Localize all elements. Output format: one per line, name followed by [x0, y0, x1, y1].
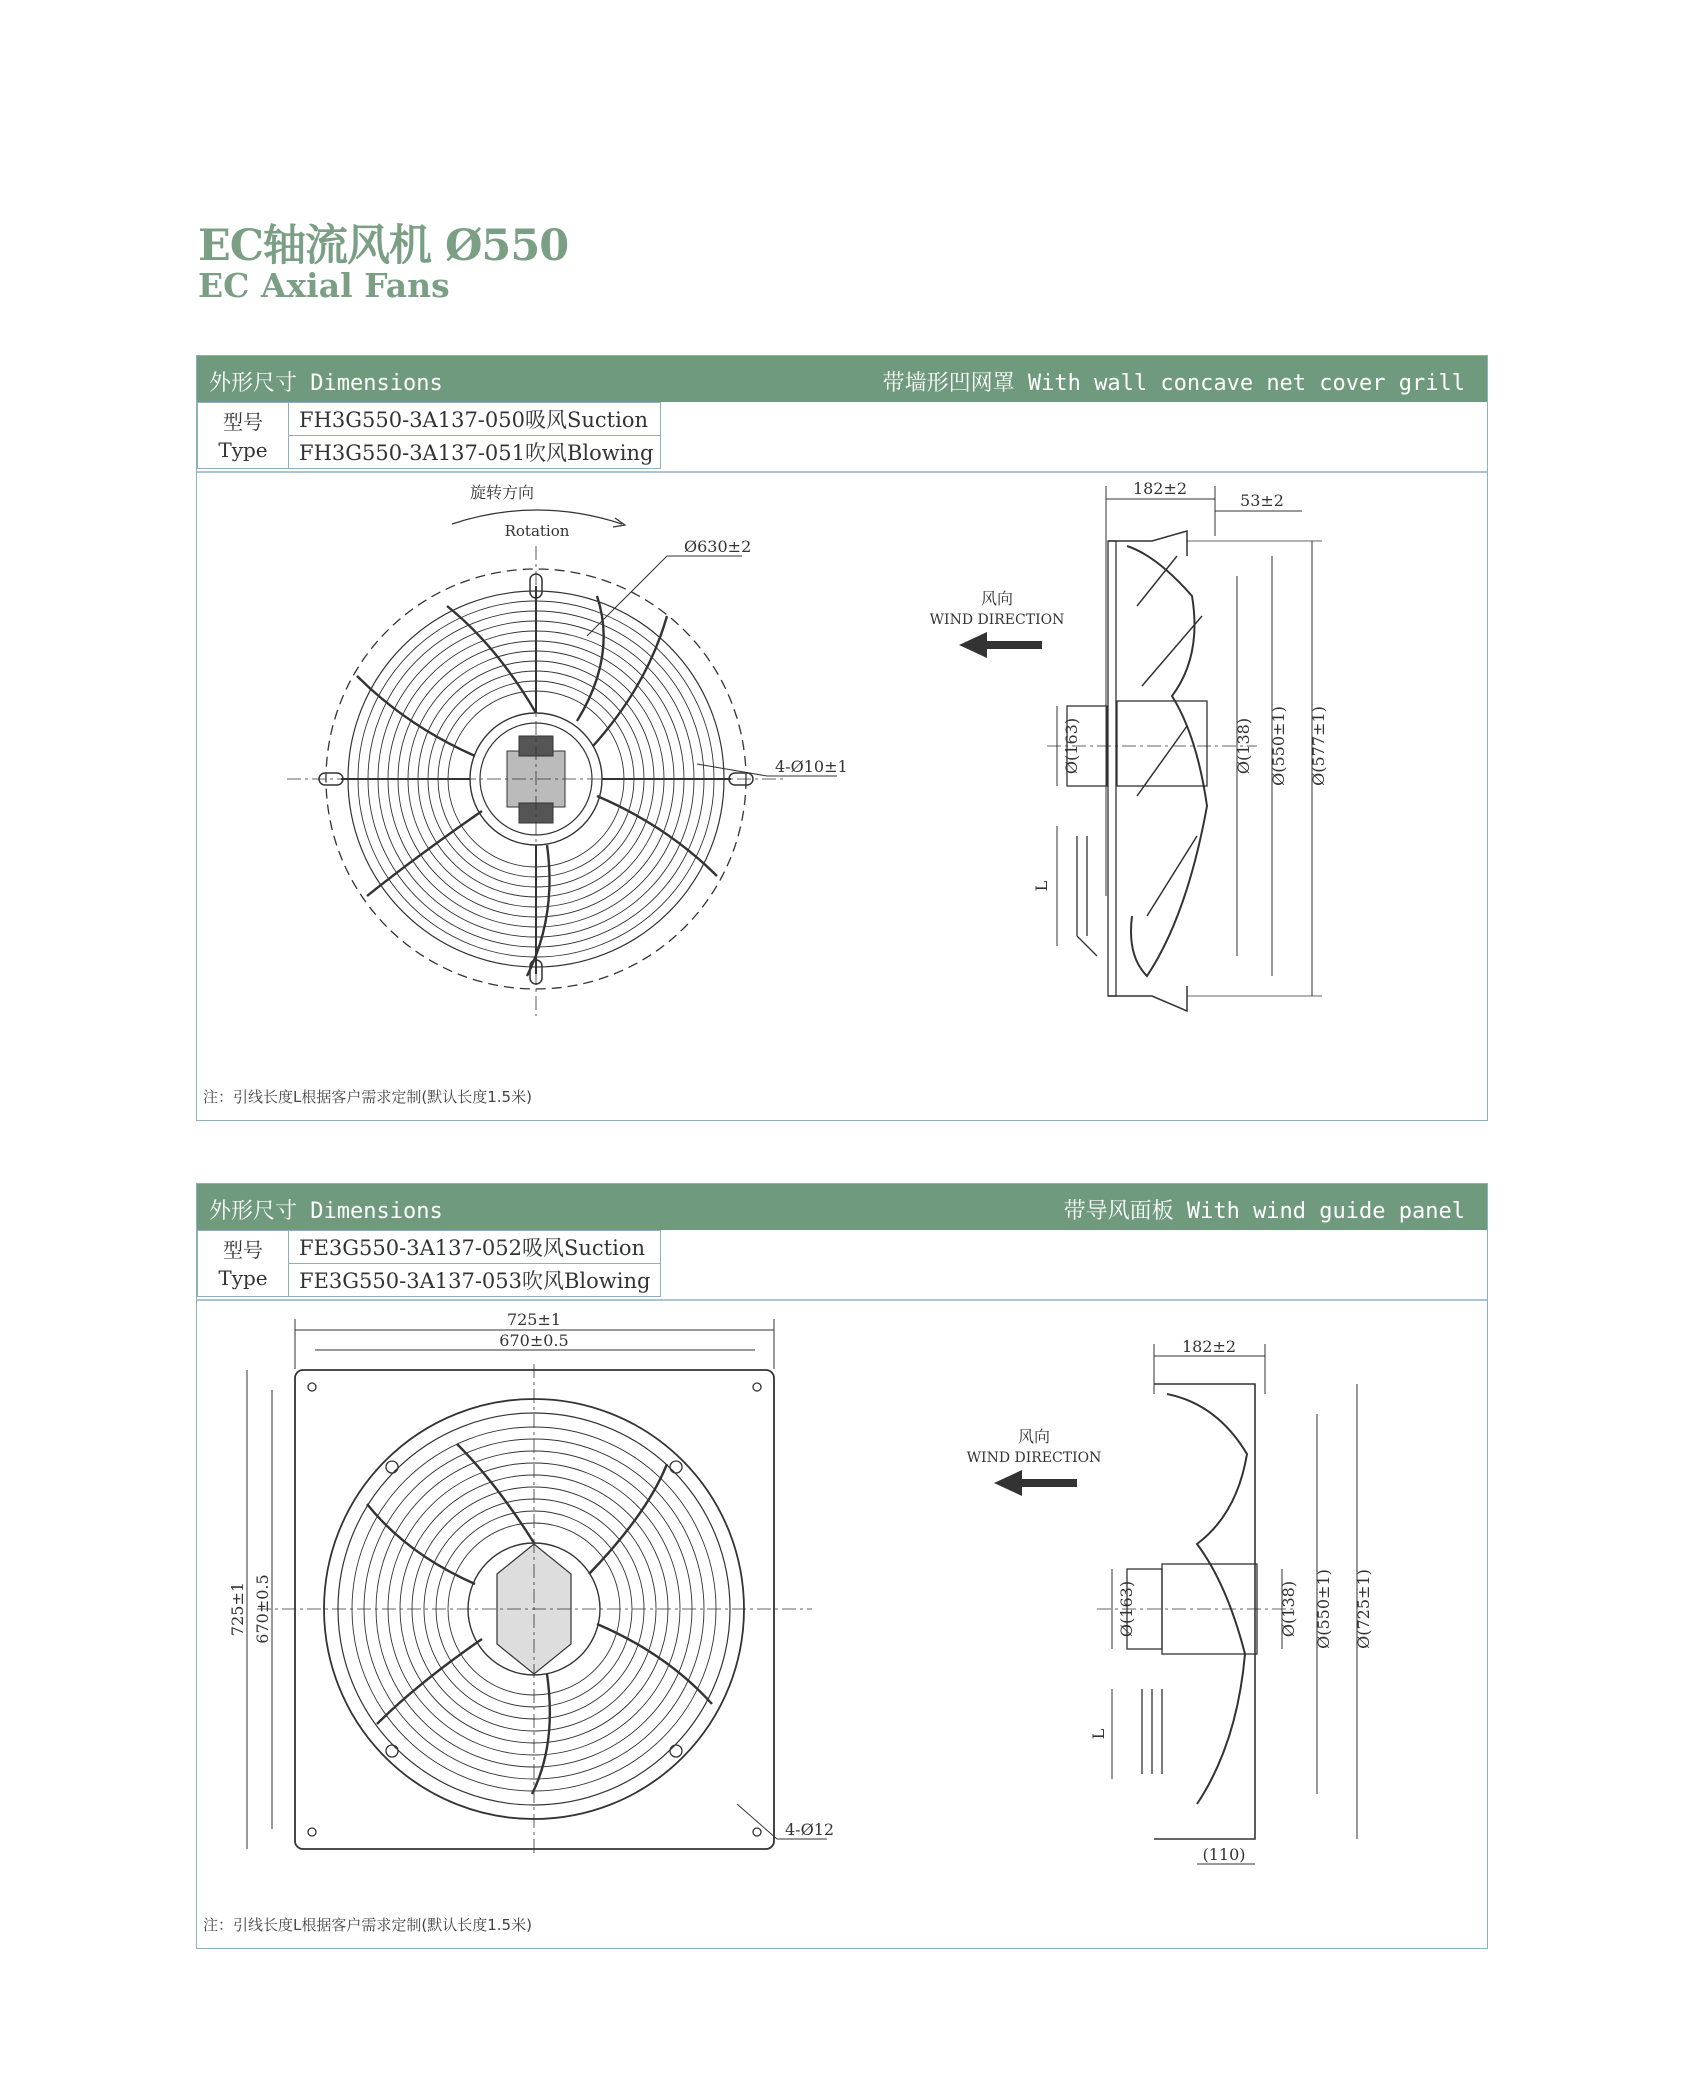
model-suction: FE3G550-3A137-052吸风Suction: [289, 1231, 661, 1264]
footnote: 注：引线长度L根据客户需求定制(默认长度1.5米): [203, 1916, 532, 1934]
wind-arrow-icon: [959, 632, 1042, 658]
cable-length-label: L: [1032, 880, 1051, 892]
type-label-en: Type: [218, 437, 268, 462]
dim-width-inner: 670±0.5: [499, 1331, 569, 1350]
model-blowing: FE3G550-3A137-053吹风Blowing: [289, 1264, 661, 1297]
footnote: 注：引线长度L根据客户需求定制(默认长度1.5米): [203, 1088, 532, 1106]
panel-wall-grill: [196, 355, 1488, 1121]
dim-mount-holes: 4-Ø10±1: [775, 757, 848, 776]
wind-direction-cn: 风向: [980, 589, 1014, 608]
wind-arrow-icon: [994, 1470, 1077, 1496]
fan-drawing-2: [197, 1184, 1487, 1948]
dim-height-outer: 725±1: [228, 1581, 247, 1637]
model-blowing: FH3G550-3A137-051吹风Blowing: [289, 436, 661, 469]
dim-depth: 182±2: [1132, 479, 1188, 498]
type-label-cn: 型号: [223, 409, 263, 434]
wind-direction-cn: 风向: [1017, 1427, 1051, 1446]
dim-grill: Ø(577±1): [1309, 706, 1328, 786]
dim-panel: Ø(725±1): [1354, 1569, 1373, 1649]
dim-depth: 182±2: [1181, 1337, 1237, 1356]
type-label-en: Type: [218, 1265, 268, 1290]
wind-direction-en: WIND DIRECTION: [929, 612, 1065, 628]
dim-motor: Ø(138): [1279, 1580, 1298, 1638]
dim-height-inner: 670±0.5: [253, 1574, 272, 1644]
dim-mount-holes: 4-Ø12: [785, 1820, 835, 1839]
dim-motor: Ø(138): [1234, 717, 1253, 775]
page-title-en: EC Axial Fans: [198, 266, 450, 305]
wind-direction-en: WIND DIRECTION: [966, 1450, 1102, 1466]
page-title-cn: EC轴流风机 Ø550: [198, 221, 569, 271]
cable-length-label: L: [1089, 1728, 1108, 1740]
dim-impeller: Ø(550±1): [1269, 706, 1288, 786]
dim-bottom: (110): [1202, 1845, 1246, 1864]
dim-impeller: Ø(550±1): [1314, 1569, 1333, 1649]
fan-drawing-1: [197, 356, 1487, 1120]
rotation-cn: 旋转方向: [469, 483, 535, 502]
panel-header-left: 外形尺寸 Dimensions: [209, 1199, 443, 1224]
dim-outer-ring: Ø630±2: [684, 537, 752, 556]
front-view-grill: [287, 546, 787, 1016]
panel-header-left: 外形尺寸 Dimensions: [209, 371, 443, 396]
dim-hub: Ø(163): [1117, 1580, 1136, 1638]
model-suction: FH3G550-3A137-050吸风Suction: [289, 403, 661, 436]
dim-width-outer: 725±1: [506, 1310, 562, 1329]
panel-header-right: 带墙形凹网罩 With wall concave net cover grill: [882, 371, 1465, 396]
dim-hub: Ø(163): [1062, 717, 1081, 775]
type-label-cn: 型号: [223, 1237, 263, 1262]
front-view-panel: [257, 1364, 812, 1854]
dim-flange: 53±2: [1240, 491, 1284, 510]
rotation-en: Rotation: [504, 522, 570, 540]
panel-guide-panel: [196, 1183, 1488, 1949]
panel-header-right: 带导风面板 With wind guide panel: [1063, 1199, 1465, 1224]
